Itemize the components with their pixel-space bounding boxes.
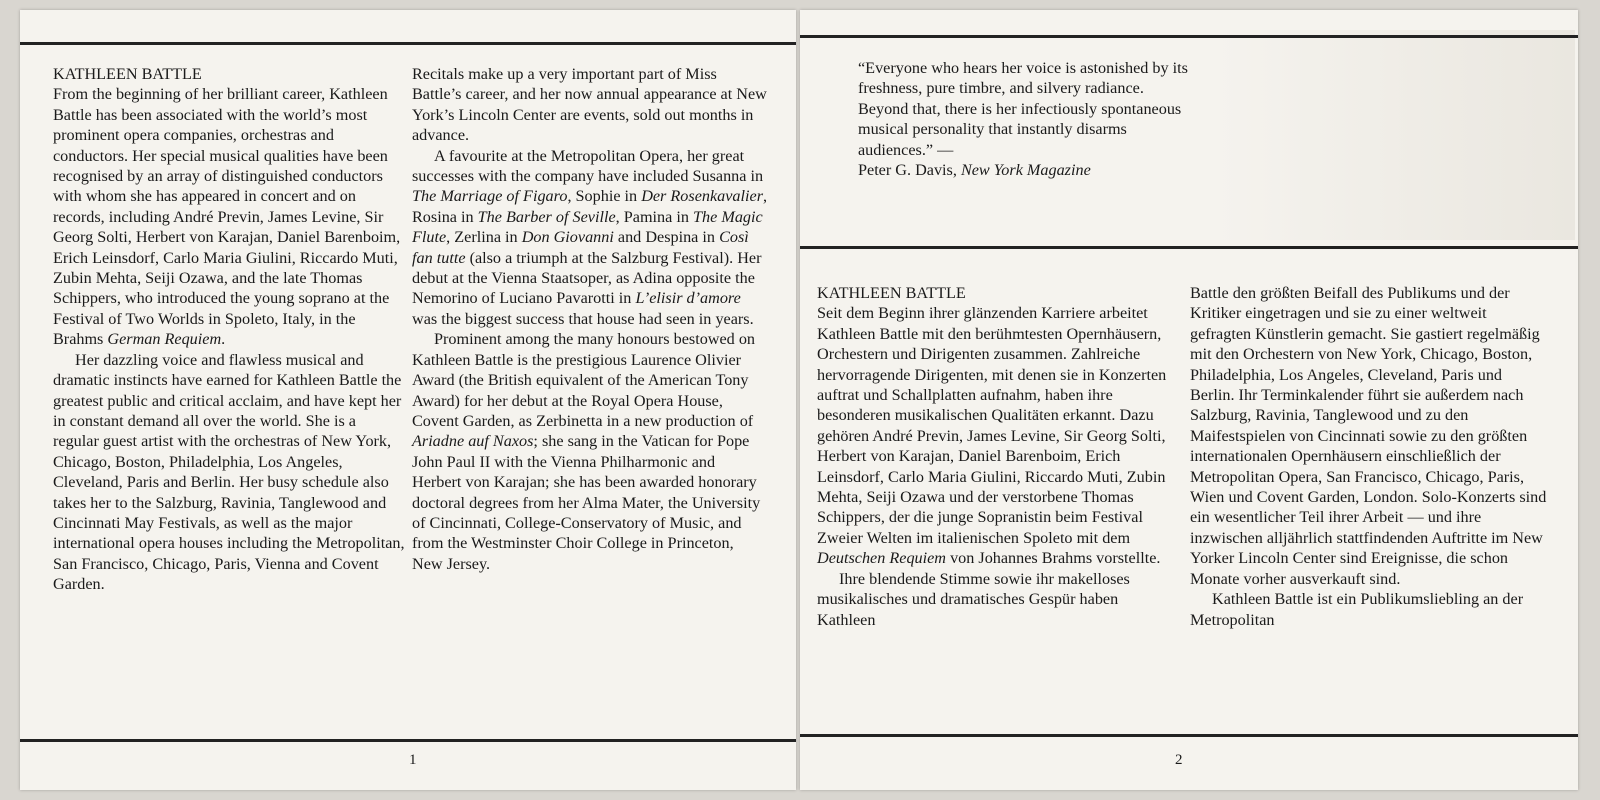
left-bottom-rule bbox=[20, 739, 796, 742]
right-column-1 bbox=[817, 283, 1172, 630]
paragraph: From the beginning of her brilliant career, Kathleen Battle has been associated with the world’s most prominent opera companies, orchestras and conductors. Her special musical qualities have been recognised by an array of distinguished conductors with whom she has appeared in concert and on records, including André Previn, James Levine, Sir Georg Solti, Herbert von Karajan, Daniel Barenboim, Erich Leinsdorf, Carlo Maria Giulini, Riccardo Muti, Zubin Mehta, Seiji Ozawa, and the late Thomas Schippers, who introduced the young soprano at the Festival of Two Worlds in Spoleto, Italy, in the Brahms German Requiem. bbox=[53, 85, 401, 349]
paragraph: A favourite at the Metropolitan Opera, her great successes with the company have included Susanna in The Marriage of Figaro, Sophie in Der Rosenkavalier, Rosina in The Barber of Seville, Pamina in The Magic Flute, Zerlina in Don Giovanni and Despina in Così fan tutte (also a triumph at the Salzburg Festival). Her debut at the Vienna Staatsoper, as Adina opposite the Nemorino of Luciano Pavarotti in L’elisir d’amore was the biggest success that house had seen in years. bbox=[412, 146, 768, 328]
right-middle-rule bbox=[800, 246, 1578, 249]
article-heading-en: KATHLEEN BATTLE bbox=[53, 65, 202, 83]
quote-attribution: Peter G. Davis, New York Magazine bbox=[858, 161, 1091, 180]
paragraph: Prominent among the many honours bestowed on Kathleen Battle is the prestigious Laurence Olivier Award (the British equivalent of the American Tony Award) for her debut at the Royal Opera House, Covent Garden, as Zerbinetta in a new production of Ariadne auf Naxos; she sang in the Vatican for Pope John Paul II with the Vienna Philharmonic and Herbert von Karajan; she has been awarded honorary doctoral degrees from her Alma Mater, the University of Cincinnati, College-Conservatory of Music, and from the Westminster Choir College in Princeton, New Jersey. bbox=[412, 330, 761, 573]
article-heading-de: KATHLEEN BATTLE bbox=[817, 284, 966, 302]
right-top-rule bbox=[800, 35, 1578, 38]
left-column-2 bbox=[412, 64, 768, 574]
paragraph: Recitals make up a very important part of Miss Battle’s career, and her now annual appearance at New York’s Lincoln Center are events, sold out months in advance. bbox=[412, 65, 767, 145]
paragraph: Her dazzling voice and flawless musical and dramatic instincts have earned for Kathleen Battle the greatest public and critical acclaim, and have kept her in constant demand all over the world. She is a regular guest artist with the orchestras of New York, Chicago, Boston, Philadelphia, Los Angeles, Cleveland, Paris and Berlin. Her busy schedule also takes her to the Salzburg, Ravinia, Tanglewood and Cincinnati May Festivals, as well as the major international opera houses including the Metropolitan, San Francisco, Chicago, Paris, Vienna and Covent Garden. bbox=[53, 350, 405, 594]
left-top-rule bbox=[20, 42, 796, 45]
paragraph: Kathleen Battle ist ein Publikumsliebling an der Metropolitan bbox=[1190, 590, 1524, 629]
left-column-1 bbox=[53, 64, 405, 595]
paragraph: Battle den größten Beifall des Publikums und der Kritiker eingetragen und sie zu einer weltweit gefragten Künstlerin gemacht. Sie gastiert regelmäßig mit den Orchestern von New York, Chicago, Boston, Philadelphia, Los Angeles, Cleveland, Paris und Berlin. Ihr Terminkalender führt sie außerdem nach Salzburg, Ravinia, Tanglewood und zu den Maifestspielen von Cincinnati sowie zu den größten internationalen Opernhäusern einschließlich der Metropolitan Opera, San Francisco, Chicago, Paris, Wien und Covent Garden, London. Solo-Konzerts sind ein wesentlicher Teil ihrer Arbeit — und ihre inzwischen alljährlich stattfindenden Auftritte im New Yorker Lincoln Center sind Ereignisse, die schon Monate vorher ausverkauft sind. bbox=[1190, 284, 1547, 588]
quote-text: “Everyone who hears her voice is astonished by its freshness, pure timbre, and silvery radiance. Beyond that, there is her infectiously spontaneous musical personality that instantly disarms audiences.” — bbox=[858, 59, 1188, 159]
page-shadow bbox=[1215, 30, 1575, 240]
page-number: 1 bbox=[409, 752, 417, 768]
press-quote bbox=[858, 58, 1198, 180]
page-number: 2 bbox=[1175, 752, 1183, 768]
right-bottom-rule bbox=[800, 734, 1578, 737]
paragraph: Seit dem Beginn ihrer glänzenden Karriere arbeitet Kathleen Battle mit den berühmtesten Opernhäusern, Orchestern und Dirigenten zusammen. Zahlreiche hervorragende Dirigenten, mit denen sie in Konzerten auftrat und Schallplatten aufnahm, haben ihre besonderen musikalischen Qualitäten erkannt. Dazu gehören André Previn, James Levine, Sir Georg Solti, Herbert von Karajan, Daniel Barenboim, Erich Leinsdorf, Carlo Maria Giulini, Riccardo Muti, Zubin Mehta, Seiji Ozawa und der verstorbene Thomas Schippers, der die junge Sopranistin beim Festival Zweier Welten im italienischen Spoleto mit dem Deutschen Requiem von Johannes Brahms vorstellte. bbox=[817, 304, 1167, 568]
right-column-2 bbox=[1190, 283, 1550, 630]
paragraph: Ihre blendende Stimme sowie ihr makelloses musikalisches und dramatisches Gespür haben Kathleen bbox=[817, 569, 1130, 629]
